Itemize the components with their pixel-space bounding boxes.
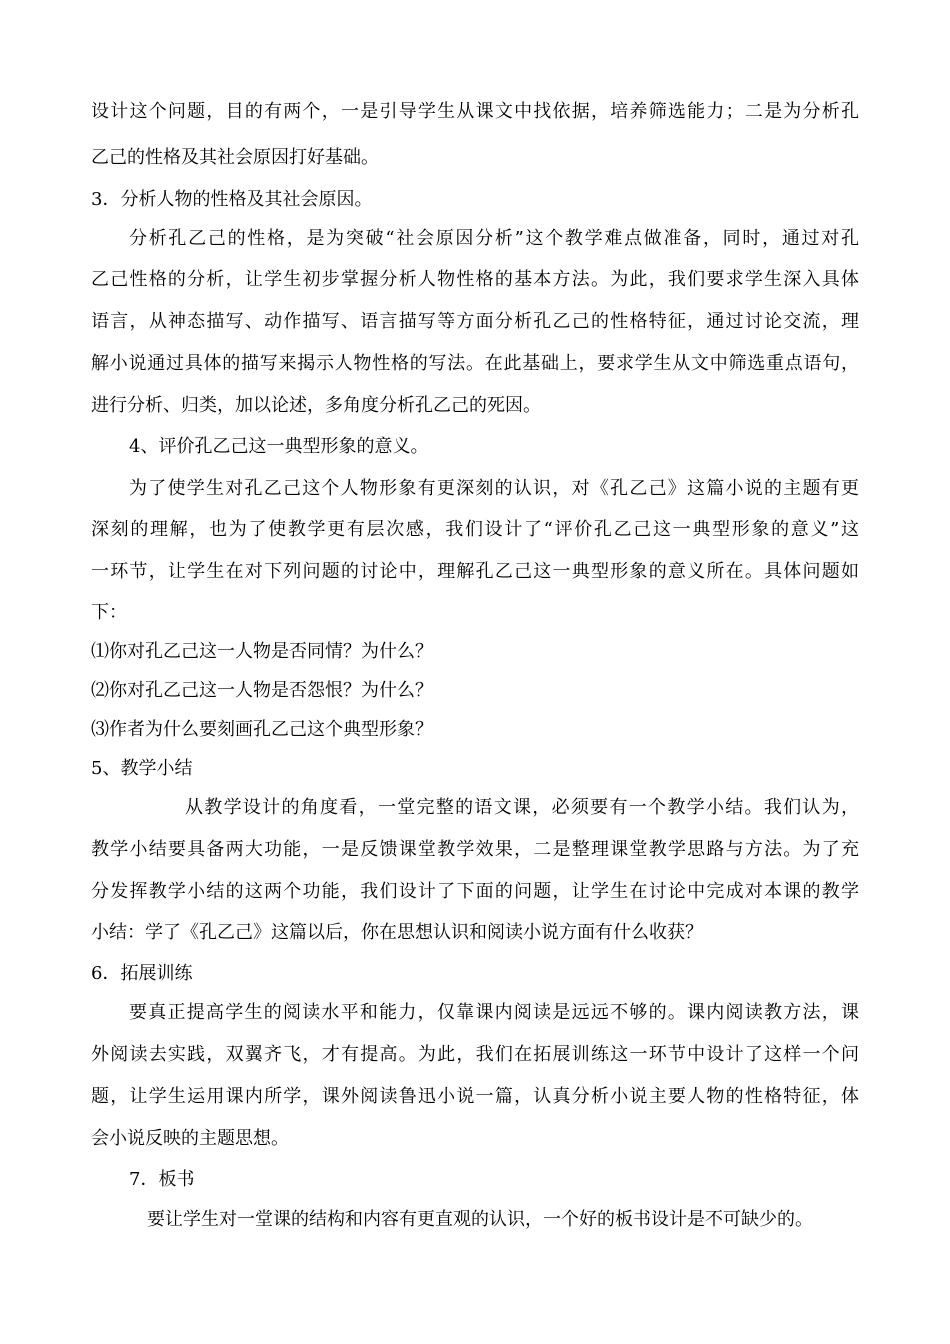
text-line: 深刻的理解，也为了使教学更有层次感，我们设计了“评价孔乙己这一典型形象的意义”这	[91, 519, 859, 540]
text-line: 乙己的性格及其社会原因打好基础。	[91, 147, 379, 168]
text-line: 解小说通过具体的描写来揭示人物性格的写法。在此基础上，要求学生从文中筛选重点语句，	[91, 353, 859, 374]
text-line: 分发挥教学小结的这两个功能，我们设计了下面的问题，让学生在讨论中完成对本课的教学	[91, 881, 859, 902]
text-line: 要让学生对一堂课的结构和内容有更直观的认识，一个好的板书设计是不可缺少的。	[147, 1209, 813, 1230]
text-line: 一环节，让学生在对下列问题的讨论中，理解孔乙己这一典型形象的意义所在。具体问题如	[91, 561, 859, 582]
section-heading: 5、教学小结	[91, 758, 193, 779]
list-item: ⑴你对孔乙己这一人物是否同情？为什么？	[91, 641, 433, 662]
text-line: 从教学设计的角度看，一堂完整的语文课，必须要有一个教学小结。我们认为，	[185, 797, 859, 818]
section-heading: 3．分析人物的性格及其社会原因。	[91, 189, 373, 210]
list-item: ⑶作者为什么要刻画孔乙己这个典型形象？	[91, 719, 433, 740]
text-line: 语言，从神态描写、动作描写、语言描写等方面分析孔乙己的性格特征，通过讨论交流，理	[91, 311, 859, 332]
text-line: 会小说反映的主题思想。	[91, 1128, 289, 1149]
text-line: 进行分析、归类，加以论述，多角度分析孔乙己的死因。	[91, 395, 541, 416]
text-line: 乙己性格的分析，让学生初步掌握分析人物性格的基本方法。为此，我们要求学生深入具体	[91, 269, 859, 290]
text-line: 教学小结要具备两大功能，一是反馈课堂教学效果，二是整理课堂教学思路与方法。为了充	[91, 839, 859, 860]
text-line: 小结：学了《孔乙己》这篇以后，你在思想认识和阅读小说方面有什么收获？	[91, 922, 703, 943]
text-line: 下：	[91, 602, 127, 623]
section-heading: 7．板书	[129, 1169, 195, 1190]
text-line: 设计这个问题，目的有两个，一是引导学生从课文中找依据，培养筛选能力；二是为分析孔	[91, 101, 859, 122]
text-line: 要真正提高学生的阅读水平和能力，仅靠课内阅读是远远不够的。课内阅读教方法，课	[129, 1002, 859, 1023]
text-line: 外阅读去实践，双翼齐飞，才有提高。为此，我们在拓展训练这一环节中设计了这样一个问	[91, 1044, 859, 1065]
text-line: 分析孔乙己的性格，是为突破“社会原因分析”这个教学难点做准备，同时，通过对孔	[129, 228, 859, 249]
text-line: 为了使学生对孔乙己这个人物形象有更深刻的认识，对《孔乙己》这篇小说的主题有更	[129, 478, 859, 499]
section-heading: 6．拓展训练	[91, 963, 193, 984]
list-item: ⑵你对孔乙己这一人物是否怨恨？为什么？	[91, 680, 433, 701]
text-line: 题，让学生运用课内所学，课外阅读鲁迅小说一篇，认真分析小说主要人物的性格特征，体	[91, 1086, 859, 1107]
section-heading: 4、评价孔乙己这一典型形象的意义。	[129, 436, 429, 457]
